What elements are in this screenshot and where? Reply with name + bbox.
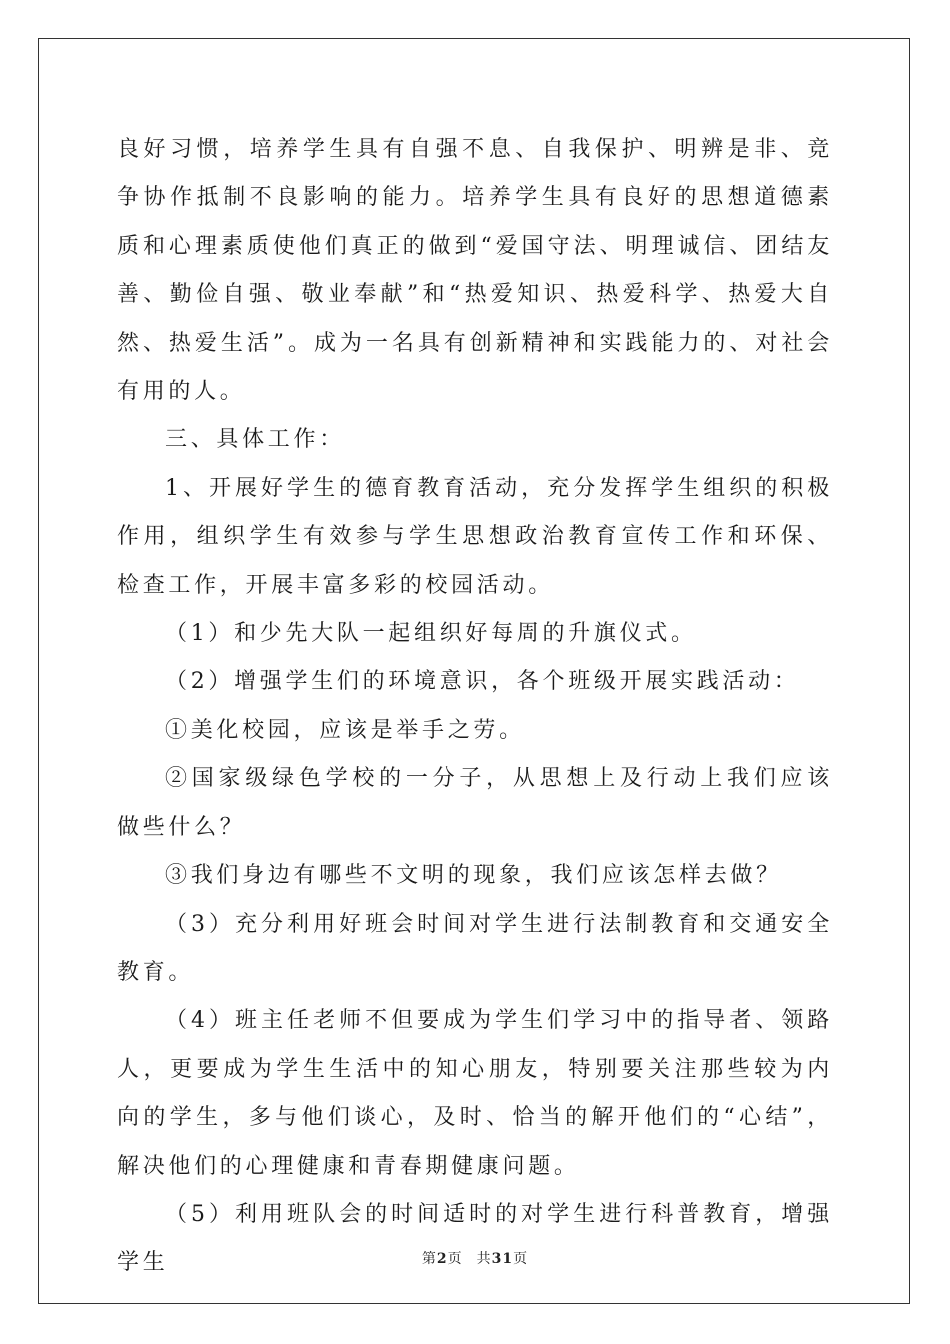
paragraph-7: ②国家级绿色学校的一分子，从思想上及行动上我们应该做些什么？ [117,766,833,840]
paragraph-4: （1）和少先大队一起组织好每周的升旗仪式。 [165,621,697,647]
paragraph-5: （2）增强学生们的环境意识，各个班级开展实践活动： [165,669,800,695]
total-suffix: 页 [513,1251,529,1267]
page-suffix: 页 [447,1251,463,1267]
total-prefix: 共 [476,1251,492,1267]
document-body [117,126,833,1288]
paragraph-2: 三、具体工作： [165,427,345,453]
paragraph-6: ①美化校园，应该是举手之劳。 [165,717,525,743]
paragraph-10: （4）班主任老师不但要成为学生们学习中的指导者、领路人，更要成为学生生活中的知心朋友，特别要关注那些较为内向的学生，多与他们谈心，及时、恰当的解开他们的“心结”，解决他们的心理健康和青春期健康问题。 [117,1008,833,1179]
paragraph-8: ③我们身边有哪些不文明的现象，我们应该怎样去做？ [165,863,782,889]
page-footer [0,1248,950,1268]
paragraph-11: （5）利用班队会的时间适时的对学生进行科普教育，增强学生 [117,1201,833,1276]
paragraph-1: 良好习惯，培养学生具有自强不息、自我保护、明辨是非、竞争协作抵制不良影响的能力。培养学生具有良好的思想道德素质和心理素质使他们真正的做到“爱国守法、明理诚信、团结友善、勤俭自强、敬业奉献”和“热爱知识、热爱科学、热爱大自然、热爱生活”。成为一名具有创新精神和实践能力的、对社会有用的人。 [117,137,833,405]
page-number: 2 [436,1251,448,1267]
page-prefix: 第 [421,1251,437,1267]
total-pages: 31 [491,1251,514,1267]
paragraph-3: 1、开展好学生的德育教育活动，充分发挥学生组织的积极作用，组织学生有效参与学生思想政治教育宣传工作和环保、检查工作，开展丰富多彩的校园活动。 [117,475,833,598]
paragraph-9: （3）充分利用好班会时间对学生进行法制教育和交通安全教育。 [117,911,833,985]
